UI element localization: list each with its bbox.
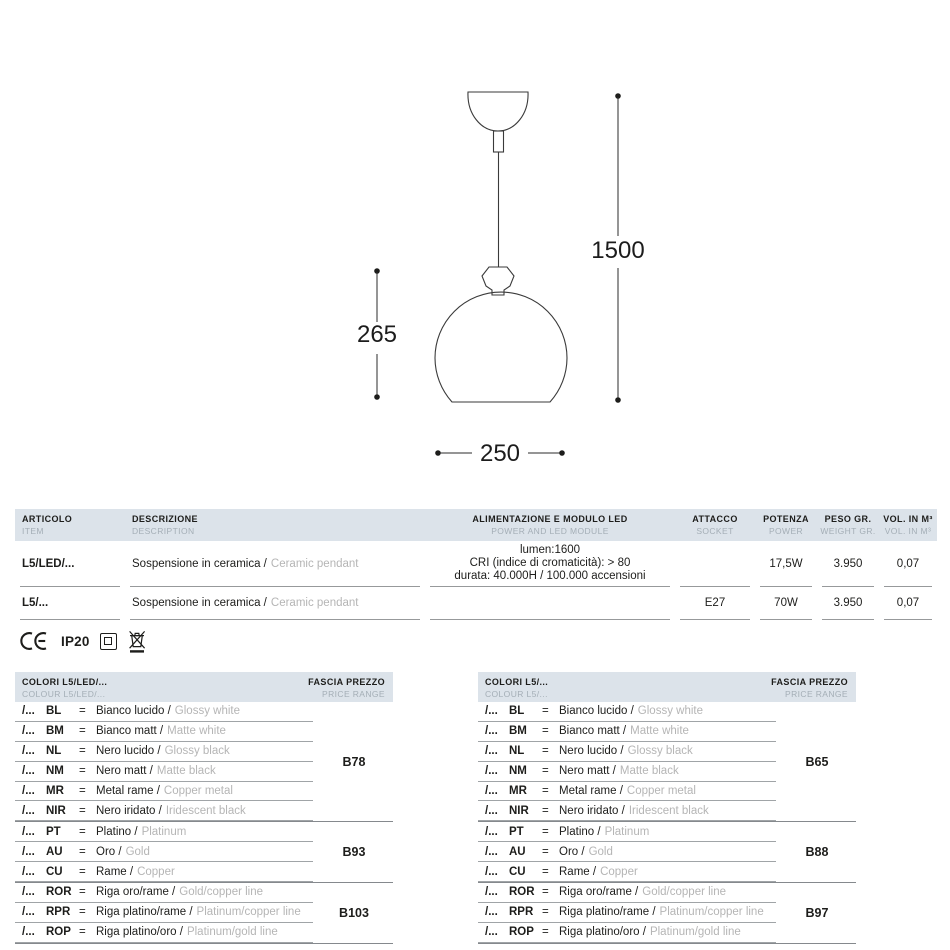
color-title-it: COLORI L5/LED/... <box>22 677 108 687</box>
color-code: NIR <box>509 804 529 817</box>
color-row <box>15 923 313 943</box>
color-name-it: Riga platino/oro / <box>559 926 646 939</box>
color-group <box>15 822 393 883</box>
header-socket-it: ATTACCO <box>692 514 738 524</box>
ip-rating-label: IP20 <box>61 633 90 649</box>
color-name-en: Glossy white <box>637 705 703 718</box>
weee-crossed-bin-icon <box>127 629 147 654</box>
pendant-technical-drawing <box>345 55 675 475</box>
description-cell <box>130 587 420 620</box>
header-led-en: POWER AND LED MODULE <box>491 526 609 536</box>
color-code: RPR <box>509 906 534 919</box>
code-prefix: /... <box>22 745 35 758</box>
dim-label-shade-diameter: 250 <box>479 440 521 467</box>
volume-cell: 0,07 <box>884 587 932 620</box>
color-row <box>15 762 313 782</box>
equals-sign: = <box>542 825 549 838</box>
color-row <box>478 862 776 882</box>
equals-sign: = <box>79 785 86 797</box>
color-code: PT <box>509 825 524 838</box>
code-prefix: /... <box>22 865 35 878</box>
color-row <box>15 862 313 882</box>
color-name-en: Iridescent black <box>628 804 709 817</box>
color-row <box>15 842 313 862</box>
color-name-en: Copper <box>600 865 638 878</box>
equals-sign: = <box>542 765 549 778</box>
certification-marks <box>18 627 147 655</box>
volume-cell: 0,07 <box>884 541 932 587</box>
color-code: BM <box>46 725 64 738</box>
code-prefix: /... <box>22 906 35 919</box>
header-description-en: DESCRIPTION <box>132 526 195 536</box>
class-ii-insulation-icon <box>100 633 117 650</box>
header-volume-en: VOL. IN M³ <box>884 526 932 536</box>
color-row <box>15 801 313 821</box>
color-row <box>15 742 313 762</box>
color-name-it: Nero iridato / <box>96 804 162 817</box>
color-row <box>478 822 776 842</box>
code-prefix: /... <box>485 765 498 778</box>
header-description-it: DESCRIZIONE <box>132 514 198 524</box>
color-name-en: Gold <box>588 845 613 858</box>
header-led-it: ALIMENTAZIONE E MODULO LED <box>472 514 628 524</box>
power-cell: 70W <box>760 587 812 620</box>
color-name-en: Copper <box>137 865 175 878</box>
header-socket-en: SOCKET <box>696 526 734 536</box>
code-prefix: /... <box>485 725 498 738</box>
color-name-it: Oro / <box>96 845 122 858</box>
dim-dot <box>559 450 565 456</box>
color-name-en: Glossy black <box>627 745 693 758</box>
equals-sign: = <box>542 705 549 718</box>
spec-row-led-version <box>15 541 937 587</box>
dim-dot <box>435 450 441 456</box>
color-name-en: Platinum/gold line <box>186 926 278 939</box>
color-name-en: Platinum <box>604 825 650 838</box>
color-name-it: Bianco lucido / <box>96 705 171 718</box>
color-row <box>478 722 776 742</box>
code-prefix: /... <box>22 886 35 899</box>
color-row <box>15 883 313 903</box>
code-prefix: /... <box>485 705 498 718</box>
color-code: ROP <box>46 926 71 939</box>
code-prefix: /... <box>22 725 35 738</box>
equals-sign: = <box>542 865 549 878</box>
color-code: NIR <box>46 804 66 817</box>
article-code: L5/LED/... <box>20 541 120 587</box>
color-name-en: Matte black <box>156 765 216 778</box>
color-group <box>478 702 856 822</box>
color-table-led-header <box>15 672 393 702</box>
equals-sign: = <box>542 785 549 797</box>
color-name-it: Riga oro/rame / <box>559 886 639 899</box>
color-name-en: Matte white <box>630 725 689 738</box>
price-range-header-en: PRICE RANGE <box>785 689 848 699</box>
dim-dot <box>615 397 621 403</box>
color-table-led <box>15 672 393 944</box>
code-prefix: /... <box>485 804 498 817</box>
color-code: RPR <box>46 906 71 919</box>
canopy-outline <box>468 92 528 131</box>
color-code: ROP <box>509 926 534 939</box>
color-name-it: Rame / <box>559 865 597 878</box>
equals-sign: = <box>542 745 549 758</box>
color-row <box>478 842 776 862</box>
color-name-it: Riga platino/rame / <box>559 906 656 919</box>
color-row <box>15 702 313 722</box>
header-socket <box>675 514 755 536</box>
color-row <box>478 742 776 762</box>
description-cell <box>130 541 420 587</box>
color-row <box>478 883 776 903</box>
price-range-header-it: FASCIA PREZZO <box>308 677 385 687</box>
header-description <box>125 514 425 536</box>
code-prefix: /... <box>22 804 35 817</box>
equals-sign: = <box>79 886 86 899</box>
code-prefix: /... <box>22 845 35 858</box>
price-range-value: B88 <box>805 845 829 860</box>
color-name-en: Platinum/copper line <box>659 906 764 919</box>
color-name-it: Metal rame / <box>96 785 160 797</box>
color-name-en: Gold/copper line <box>642 886 727 899</box>
color-row <box>15 722 313 742</box>
dim-label-total-drop: 1500 <box>591 237 645 264</box>
color-name-en: Glossy black <box>164 745 230 758</box>
color-code: NM <box>46 765 64 778</box>
code-prefix: /... <box>485 906 498 919</box>
code-prefix: /... <box>485 845 498 858</box>
equals-sign: = <box>79 926 86 939</box>
ce-mark-icon <box>18 631 51 651</box>
price-range-header-it: FASCIA PREZZO <box>771 677 848 687</box>
color-name-en: Platinum/copper line <box>196 906 301 919</box>
color-code: PT <box>46 825 61 838</box>
color-name-it: Nero matt / <box>559 765 616 778</box>
led-module-cell <box>430 587 670 620</box>
shade-knob <box>482 267 514 295</box>
color-name-it: Riga oro/rame / <box>96 886 176 899</box>
color-code: CU <box>46 865 63 878</box>
color-row <box>478 801 776 821</box>
code-prefix: /... <box>485 825 498 838</box>
dim-label-shade-height: 265 <box>356 321 398 348</box>
price-range-value: B97 <box>805 905 829 920</box>
color-name-it: Rame / <box>96 865 134 878</box>
price-range-value: B93 <box>342 845 366 860</box>
color-name-en: Matte white <box>167 725 226 738</box>
code-prefix: /... <box>485 745 498 758</box>
color-code: ROR <box>509 886 535 899</box>
color-name-it: Nero matt / <box>96 765 153 778</box>
description-it: Sospensione in ceramica / <box>132 557 267 570</box>
shade-outline <box>435 292 567 402</box>
price-range-header-en: PRICE RANGE <box>322 689 385 699</box>
equals-sign: = <box>79 745 86 758</box>
color-name-it: Bianco matt / <box>559 725 627 738</box>
equals-sign: = <box>79 765 86 778</box>
color-table-standard-header <box>478 672 856 702</box>
header-power-it: POTENZA <box>763 514 809 524</box>
color-name-en: Gold/copper line <box>179 886 264 899</box>
weight-cell: 3.950 <box>822 541 874 587</box>
color-title-en: COLOUR L5/... <box>485 689 548 699</box>
equals-sign: = <box>542 845 549 858</box>
code-prefix: /... <box>22 926 35 939</box>
color-code: NL <box>46 745 62 758</box>
color-row <box>15 822 313 842</box>
color-name-it: Nero lucido / <box>559 745 624 758</box>
led-module-cell <box>430 541 670 587</box>
code-prefix: /... <box>485 886 498 899</box>
code-prefix: /... <box>22 765 35 778</box>
color-title-en: COLOUR L5/LED/... <box>22 689 106 699</box>
color-code: MR <box>46 785 64 797</box>
description-en: Ceramic pendant <box>270 597 359 609</box>
color-row <box>15 782 313 802</box>
color-row <box>478 762 776 782</box>
header-weight <box>817 514 879 536</box>
code-prefix: /... <box>22 785 35 797</box>
color-row <box>478 903 776 923</box>
code-prefix: /... <box>485 926 498 939</box>
color-code: ROR <box>46 886 72 899</box>
color-row <box>478 782 776 802</box>
color-row <box>478 702 776 722</box>
color-name-it: Platino / <box>559 825 601 838</box>
led-duration: durata: 40.000H / 100.000 accensioni <box>454 570 646 582</box>
equals-sign: = <box>79 804 86 817</box>
color-group <box>478 883 856 944</box>
color-code: CU <box>509 865 526 878</box>
color-name-en: Matte black <box>619 765 679 778</box>
led-cri: CRI (indice di cromaticità): > 80 <box>469 557 631 569</box>
code-prefix: /... <box>22 825 35 838</box>
price-range-value: B103 <box>339 905 369 920</box>
led-lumen: lumen:1600 <box>519 544 581 556</box>
color-group <box>15 883 393 944</box>
color-group <box>478 822 856 883</box>
weight-cell: 3.950 <box>822 587 874 620</box>
color-code: NL <box>509 745 525 758</box>
color-code: MR <box>509 785 527 797</box>
header-article-it: ARTICOLO <box>22 514 73 524</box>
equals-sign: = <box>542 926 549 939</box>
spec-table-header <box>15 509 937 541</box>
code-prefix: /... <box>485 865 498 878</box>
color-name-en: Gold <box>125 845 150 858</box>
header-led <box>425 514 675 536</box>
article-code: L5/... <box>20 587 120 620</box>
power-cell: 17,5W <box>760 541 812 587</box>
equals-sign: = <box>79 906 86 919</box>
code-prefix: /... <box>485 785 498 797</box>
socket-cell: E27 <box>680 587 750 620</box>
price-range-value: B78 <box>342 754 366 769</box>
description-it: Sospensione in ceramica / <box>132 597 267 609</box>
header-volume-it: VOL. IN M³ <box>883 514 933 524</box>
color-group <box>15 702 393 822</box>
color-name-en: Platinum <box>141 825 187 838</box>
color-name-it: Bianco matt / <box>96 725 164 738</box>
code-prefix: /... <box>22 705 35 718</box>
color-row <box>478 923 776 943</box>
color-name-it: Nero iridato / <box>559 804 625 817</box>
header-power-en: POWER <box>768 526 804 536</box>
color-code: BM <box>509 725 527 738</box>
price-range-value: B65 <box>805 754 829 769</box>
color-code: BL <box>46 705 62 718</box>
color-name-it: Oro / <box>559 845 585 858</box>
cord-grip <box>494 131 504 152</box>
color-table-standard <box>478 672 856 944</box>
equals-sign: = <box>542 886 549 899</box>
color-name-it: Riga platino/oro / <box>96 926 183 939</box>
color-name-en: Copper metal <box>626 785 696 797</box>
equals-sign: = <box>79 825 86 838</box>
equals-sign: = <box>542 725 549 738</box>
header-article-en: ITEM <box>22 526 44 536</box>
equals-sign: = <box>542 804 549 817</box>
header-article <box>15 514 125 536</box>
color-name-it: Platino / <box>96 825 138 838</box>
color-title-it: COLORI L5/... <box>485 677 549 687</box>
spec-row-standard-version <box>15 587 937 620</box>
socket-cell <box>680 541 750 587</box>
color-name-it: Riga platino/rame / <box>96 906 193 919</box>
spec-table <box>15 509 937 620</box>
color-name-en: Copper metal <box>163 785 233 797</box>
dim-dot <box>374 394 380 400</box>
header-power <box>755 514 817 536</box>
equals-sign: = <box>79 725 86 738</box>
description-en: Ceramic pendant <box>270 557 359 570</box>
color-name-en: Platinum/gold line <box>649 926 741 939</box>
color-row <box>15 903 313 923</box>
header-volume <box>879 514 937 536</box>
color-name-it: Metal rame / <box>559 785 623 797</box>
color-code: AU <box>46 845 63 858</box>
color-name-it: Bianco lucido / <box>559 705 634 718</box>
color-name-it: Nero lucido / <box>96 745 161 758</box>
header-weight-it: PESO GR. <box>824 514 872 524</box>
equals-sign: = <box>542 906 549 919</box>
color-code: NM <box>509 765 527 778</box>
color-name-en: Iridescent black <box>165 804 246 817</box>
header-weight-en: WEIGHT GR. <box>820 526 876 536</box>
equals-sign: = <box>79 705 86 718</box>
equals-sign: = <box>79 865 86 878</box>
color-code: BL <box>509 705 525 718</box>
color-code: AU <box>509 845 526 858</box>
equals-sign: = <box>79 845 86 858</box>
color-name-en: Glossy white <box>174 705 240 718</box>
